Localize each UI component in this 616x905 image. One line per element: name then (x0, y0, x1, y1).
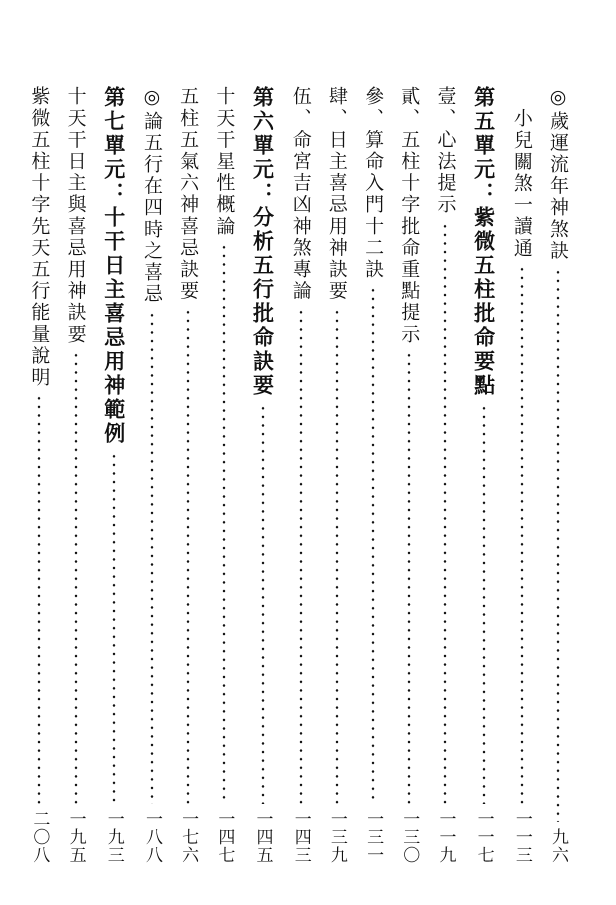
entry-title: ◎論五行在四時之喜忌 (140, 86, 163, 305)
entry-title: 伍、命宮吉凶神煞專論 (289, 86, 312, 302)
toc-entry[interactable] (212, 86, 236, 864)
entry-page-number: 一三一 (363, 810, 384, 864)
entry-page-number: 一九三 (103, 810, 124, 864)
dot-leader (407, 351, 411, 804)
entry-page-number: 一九五 (65, 810, 86, 864)
entry-title: 參、算命入門十二訣 (362, 86, 385, 281)
entry-page-number: 一四三 (290, 810, 311, 864)
toc-unit-heading[interactable] (100, 86, 128, 864)
unit-title: 第五單元：紫微五柱批命要點 (471, 86, 496, 398)
dot-leader (371, 286, 375, 804)
dot-leader (74, 351, 78, 804)
toc-entry[interactable] (176, 86, 200, 864)
dot-leader (443, 222, 447, 804)
toc-unit-heading[interactable] (470, 86, 498, 864)
entry-title: 十天干星性概論 (213, 86, 236, 238)
toc-entry[interactable] (325, 86, 349, 864)
toc-entry[interactable] (510, 86, 534, 864)
dot-leader (112, 452, 116, 804)
dot-leader (37, 394, 41, 804)
toc-entry[interactable] (433, 86, 457, 864)
dot-leader (222, 243, 226, 804)
entry-title: ◎歲運流年神煞訣 (547, 86, 569, 262)
toc-entry[interactable] (397, 86, 421, 864)
entry-title: 十天干日主與喜忌用神訣要 (64, 86, 87, 346)
entry-page-number: 一四五 (252, 810, 273, 864)
entry-page-number: 一八八 (141, 810, 162, 864)
entry-title: 貳、五柱十字批命重點提示 (398, 86, 421, 346)
entry-title: 紫微五柱十字先天五行能量說明 (28, 86, 51, 389)
toc-entry[interactable] (546, 86, 570, 864)
entry-page-number: 一一九 (435, 810, 456, 864)
entry-title: 五柱五氣六神喜忌訣要 (177, 86, 200, 302)
entry-title: 小兒關煞一讀通 (510, 108, 533, 260)
dot-leader (186, 308, 190, 804)
dot-leader (556, 268, 560, 822)
dot-leader (520, 265, 524, 804)
dot-leader (261, 404, 265, 804)
toc-entry[interactable] (27, 86, 51, 864)
toc-entry[interactable] (361, 86, 385, 864)
entry-page-number: 一一七 (473, 810, 494, 864)
toc-entry[interactable] (289, 86, 313, 864)
dot-leader (150, 311, 154, 804)
entry-page-number: 九六 (548, 828, 568, 864)
toc-entry[interactable] (140, 86, 164, 864)
entry-page-number: 一一三 (511, 810, 532, 864)
entry-title: 壹、心法提示 (434, 86, 457, 216)
dot-leader (482, 404, 486, 804)
unit-title: 第六單元：分析五行批命訣要 (250, 86, 275, 398)
entry-title: 肆、日主喜忌用神訣要 (325, 86, 348, 302)
entry-page-number: 二〇八 (29, 810, 50, 864)
unit-title: 第七單元：十干日主喜忌用神範例 (101, 86, 126, 446)
entry-page-number: 一四七 (214, 810, 235, 864)
dot-leader (299, 308, 303, 804)
entry-page-number: 一三九 (326, 810, 347, 864)
entry-page-number: 一三〇 (399, 810, 420, 864)
toc-entry[interactable] (64, 86, 88, 864)
table-of-contents (27, 86, 570, 864)
toc-unit-heading[interactable] (249, 86, 277, 864)
dot-leader (335, 308, 339, 804)
entry-page-number: 一七六 (178, 810, 199, 864)
